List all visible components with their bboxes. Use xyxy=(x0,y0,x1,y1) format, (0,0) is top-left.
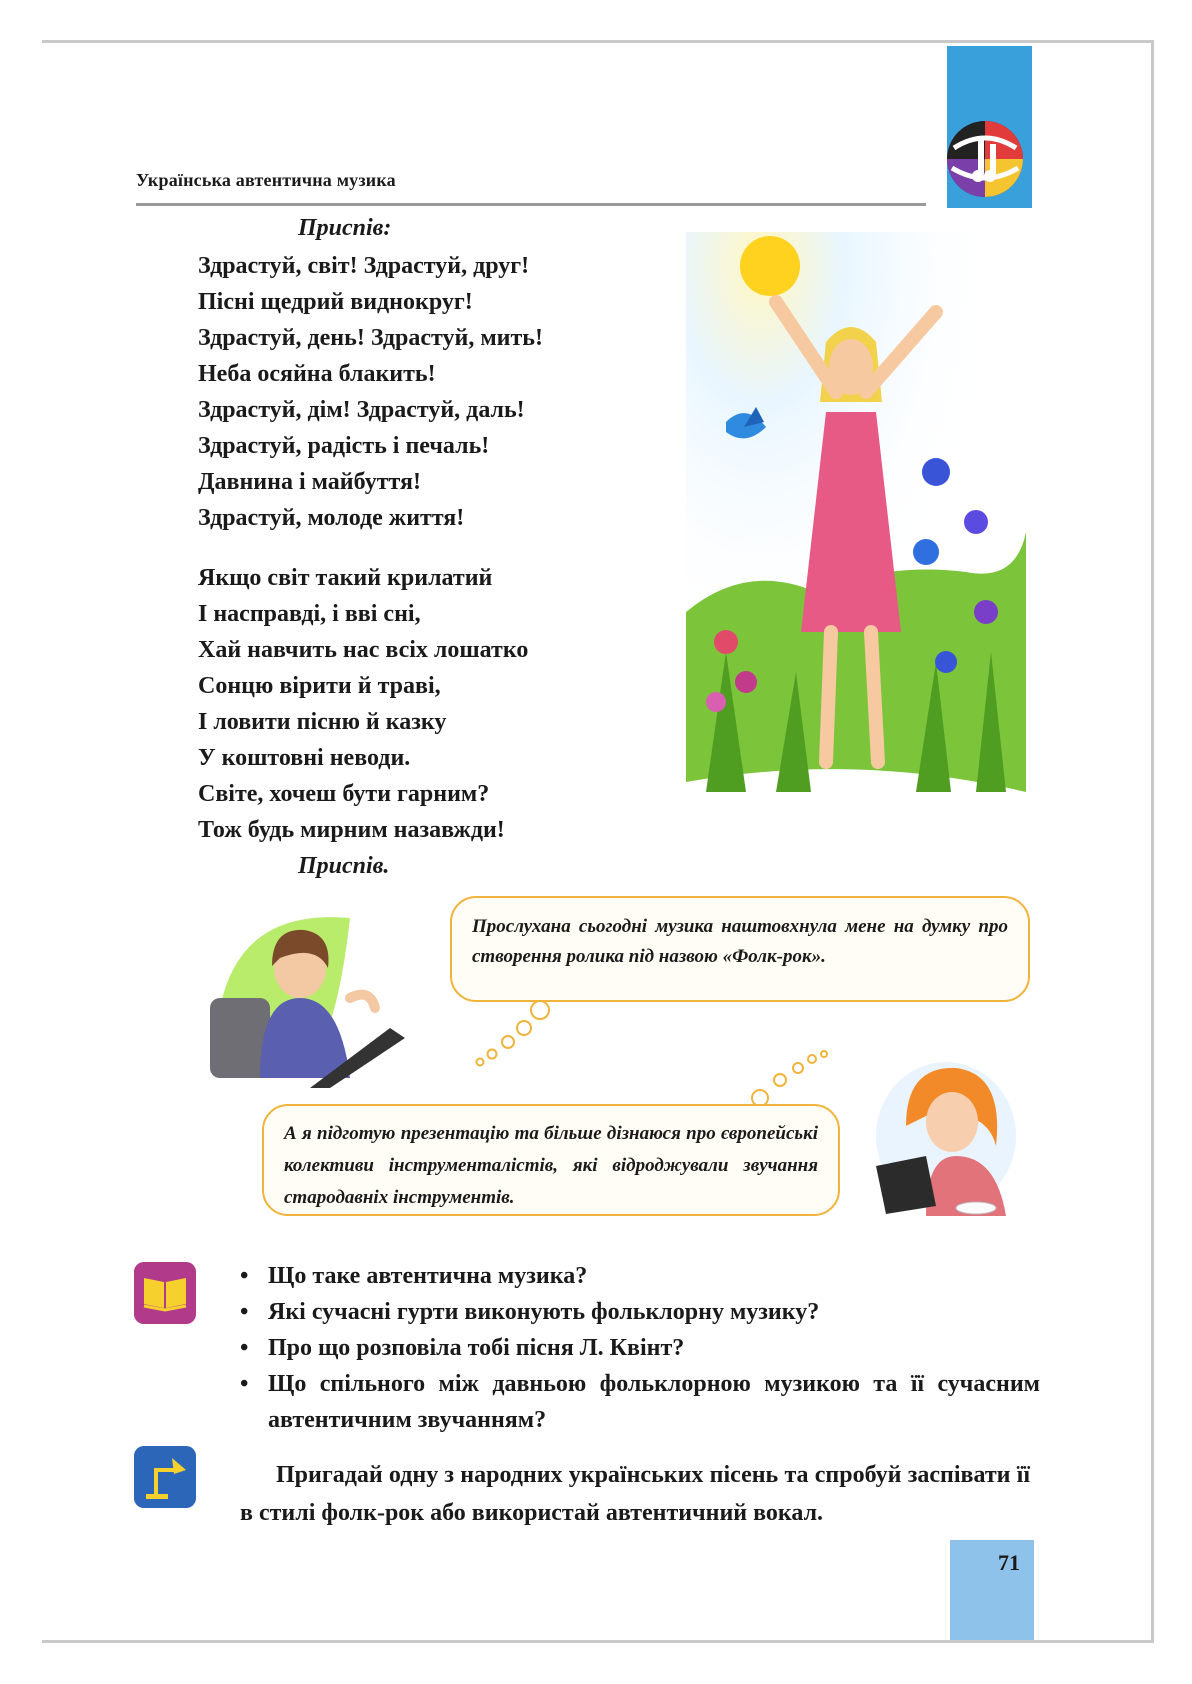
question-item: • Що таке автентична музика? xyxy=(240,1258,1040,1294)
task-text: Пригадай одну з народних українських пісень та спробуй заспівати її в стилі фолк-рок або використай автентичний вокал. xyxy=(240,1462,1030,1526)
music-globe-logo xyxy=(944,118,1026,200)
page-frame-right xyxy=(1151,40,1154,1642)
chorus-line: Здрастуй, світ! Здрастуй, друг! xyxy=(198,253,530,279)
verse-line: Світе, хочеш бути гарним? xyxy=(198,781,490,807)
header-rule xyxy=(136,203,926,206)
chorus-line: Здрастуй, молоде життя! xyxy=(198,505,465,531)
page-frame-top xyxy=(42,40,1154,43)
page-frame-bottom xyxy=(42,1640,1154,1643)
chorus-line: Здрастуй, радість і печаль! xyxy=(198,433,490,459)
chorus-line: Пісні щедрий виднокруг! xyxy=(198,289,473,315)
verse-line: Сонцю вірити й траві, xyxy=(198,673,441,699)
verse-line: І насправді, і вві сні, xyxy=(198,601,421,627)
chorus-label: Приспів: xyxy=(298,215,392,241)
chorus-end-label: Приспів. xyxy=(298,853,390,879)
thought-dots-girl xyxy=(740,1050,830,1110)
verse-line: Хай навчить нас всіх лошатко xyxy=(198,637,529,663)
questions-list xyxy=(240,1258,1040,1438)
lamp-icon xyxy=(134,1446,196,1508)
question-item: • Які сучасні гурти виконують фольклорну музику? xyxy=(240,1294,1040,1330)
chorus-line: Давнина і майбуття! xyxy=(198,469,421,495)
page-number: 71 xyxy=(998,1550,1020,1575)
chorus-line: Здрастуй, день! Здрастуй, мить! xyxy=(198,325,543,351)
chorus-lines xyxy=(198,248,543,536)
question-item: • Про що розповіла тобі пісня Л. Квінт? xyxy=(240,1330,1040,1366)
verse-line: Якщо світ такий крилатий xyxy=(198,565,493,591)
girl-sun-illustration xyxy=(686,232,1026,792)
running-header: Українська автентична музика xyxy=(136,170,396,190)
question-item: • Що спільного між давньою фольклорною музикою та її сучасним автентичним звучанням? xyxy=(240,1366,1040,1438)
chorus-line: Неба осяйна блакить! xyxy=(198,361,436,387)
boy-laptop-illustration xyxy=(200,888,410,1088)
verse-line: Тож будь мирним назавжди! xyxy=(198,817,505,843)
verse-line: І ловити пісню й казку xyxy=(198,709,447,735)
speech-bubble-girl: А я підготую презентацію та більше дізнаюся про європейські колективи інструменталістів, які відроджували звучання стародавніх інструментів. xyxy=(262,1104,840,1216)
verse-line: У коштовні неводи. xyxy=(198,745,411,771)
chorus-line: Здрастуй, дім! Здрастуй, даль! xyxy=(198,397,525,423)
book-icon xyxy=(134,1262,196,1324)
girl-laptop-illustration xyxy=(866,1046,1026,1216)
thought-dots-boy xyxy=(470,1000,560,1070)
verse-lines xyxy=(198,560,528,848)
speech-bubble-boy: Прослухана сьогодні музика наштовхнула мене на думку про створення ролика під назвою «Фолк-рок». xyxy=(450,896,1030,1002)
